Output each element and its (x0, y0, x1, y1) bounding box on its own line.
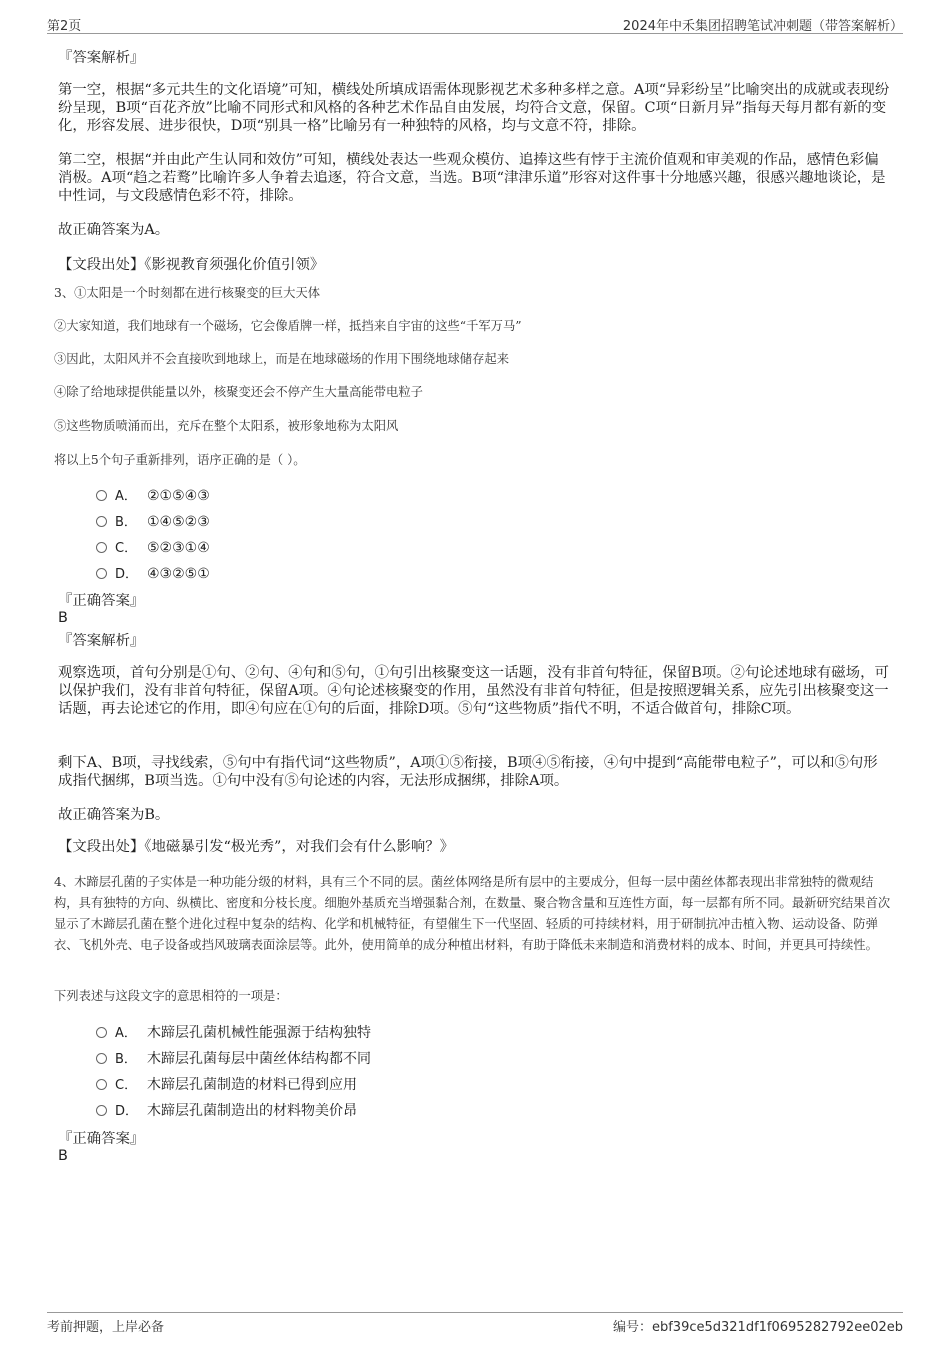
footer-slogan: 考前押题，上岸必备 (47, 1320, 165, 1335)
q4-correct-answer: B (58, 1148, 68, 1164)
radio-icon[interactable] (96, 542, 107, 553)
q4-option-c[interactable]: C． 木蹄层孔菌制造的材料已得到应用 (96, 1076, 357, 1094)
q4-option-b[interactable]: B． 木蹄层孔菌每层中菌丝体结构都不同 (96, 1050, 371, 1068)
q3-sentence-5: ⑤这些物质喷涌而出，充斥在整个太阳系，被形象地称为太阳风 (54, 419, 399, 433)
q3-option-a[interactable]: A． ②①⑤④③ (96, 487, 210, 505)
conclusion-1: 故正确答案为A。 (58, 222, 170, 238)
radio-icon[interactable] (96, 516, 107, 527)
page-header (47, 13, 903, 34)
q3-source: 【文段出处】《地磁暴引发“极光秀”，对我们会有什么影响？》 (58, 839, 455, 855)
q3-sentence-1: 3、①太阳是一个时刻都在进行核聚变的巨大天体 (54, 286, 321, 300)
radio-icon[interactable] (96, 490, 107, 501)
analysis-label-1: 『答案解析』 (58, 50, 145, 66)
analysis-paragraph-1: 第一空，根据“多元共生的文化语境”可知，横线处所填成语需体现影视艺术多种多样之意。A项“异彩纷呈”比喻突出的成就或表现纷纷呈现，B项“百花齐放”比喻不同形式和风格的各种艺术作品自由发展，均符合文意，保留。C项“日新月异”指每天每月都有新的变化，形容发展、进步很快，D项“别具一格”比喻另有一种独特的风格，均与文意不符，排除。 (58, 82, 890, 134)
radio-icon[interactable] (96, 1053, 107, 1064)
q4-option-a[interactable]: A． 木蹄层孔菌机械性能强源于结构独特 (96, 1024, 371, 1042)
q3-sentence-3: ③因此，太阳风并不会直接吹到地球上，而是在地球磁场的作用下围绕地球储存起来 (54, 352, 509, 366)
q3-conclusion: 故正确答案为B。 (58, 807, 170, 823)
q3-analysis-label: 『答案解析』 (58, 633, 145, 649)
document-code: 编号：ebf39ce5d321df1f0695282792ee02eb (612, 1320, 903, 1335)
q3-correct-answer: B (58, 610, 68, 626)
q3-analysis-paragraph-1: 观察选项，首句分别是①句、②句、④句和⑤句，①句引出核聚变这一话题，没有非首句特征，保留B项。②句论述地球有磁场，可以保护我们，没有非首句特征，保留A项。④句论述核聚变的作用，虽然没有非首句特征，但是按照逻辑关系，应先引出核聚变这一话题，再去论述它的作用，即④句应在①句的后面，排除D项。⑤句“这些物质”指代不明，不适合做首句，排除C项。 (58, 665, 889, 717)
radio-icon[interactable] (96, 1079, 107, 1090)
q3-analysis-paragraph-2: 剩下A、B项，寻找线索，⑤句中有指代词“这些物质”，A项①⑤衔接，B项④⑤衔接，④句中提到“高能带电粒子”，可以和⑤句形成指代捆绑，B项当选。①句中没有⑤句论述的内容，无法形成捆绑，排除A项。 (58, 755, 878, 789)
q4-prompt: 下列表述与这段文字的意思相符的一项是： (54, 989, 288, 1003)
q3-prompt: 将以上5个句子重新排列，语序正确的是（ ）。 (54, 453, 306, 467)
page-number: 第2页 (47, 19, 82, 34)
q3-sentence-2: ②大家知道，我们地球有一个磁场，它会像盾牌一样，抵挡来自宇宙的这些“千军万马” (54, 319, 522, 333)
q4-option-d[interactable]: D． 木蹄层孔菌制造出的材料物美价昂 (96, 1102, 357, 1120)
radio-icon[interactable] (96, 568, 107, 579)
q3-sentence-4: ④除了给地球提供能量以外，核聚变还会不停产生大量高能带电粒子 (54, 385, 423, 399)
analysis-paragraph-2: 第二空，根据“并由此产生认同和效仿”可知，横线处表达一些观众模仿、追捧这些有悖于主流价值观和审美观的作品，感情色彩偏消极。A项“趋之若鹜”比喻许多人争着去追逐，符合文意，当选。B项“津津乐道”形容对这件事十分地感兴趣，很感兴趣地谈论，是中性词，与文段感情色彩不符，排除。 (58, 152, 886, 204)
page-footer (47, 1312, 903, 1335)
radio-icon[interactable] (96, 1105, 107, 1116)
document-title: 2024年中禾集团招聘笔试冲刺题（带答案解析） (622, 19, 903, 34)
q3-option-b[interactable]: B． ①④⑤②③ (96, 513, 210, 531)
source-1: 【文段出处】《影视教育须强化价值引领》 (58, 257, 325, 273)
q3-option-d[interactable]: D． ④③②⑤① (96, 565, 210, 583)
q3-option-c[interactable]: C． ⑤②③①④ (96, 539, 210, 557)
q3-correct-label: 『正确答案』 (58, 593, 145, 609)
q4-correct-label: 『正确答案』 (58, 1131, 145, 1147)
radio-icon[interactable] (96, 1027, 107, 1038)
q4-stem: 4、木蹄层孔菌的子实体是一种功能分级的材料，具有三个不同的层。菌丝体网络是所有层中的主要成分，但每一层中菌丝体都表现出非常独特的微观结构，具有独特的方向、纵横比、密度和分枝长度。细胞外基质充当增强黏合剂，在数量、聚合物含量和互连性方面，每一层都有所不同。最新研究结果首次显示了木蹄层孔菌在整个进化过程中复杂的结构、化学和机械特征，有望催生下一代坚固、轻质的可持续材料，用于研制抗冲击植入物、运动设备、防弹衣、飞机外壳、电子设备或挡风玻璃表面涂层等。此外，使用简单的成分种植出材料，有助于降低未来制造和消费材料的成本、时间，并更具可持续性。 (54, 875, 891, 952)
